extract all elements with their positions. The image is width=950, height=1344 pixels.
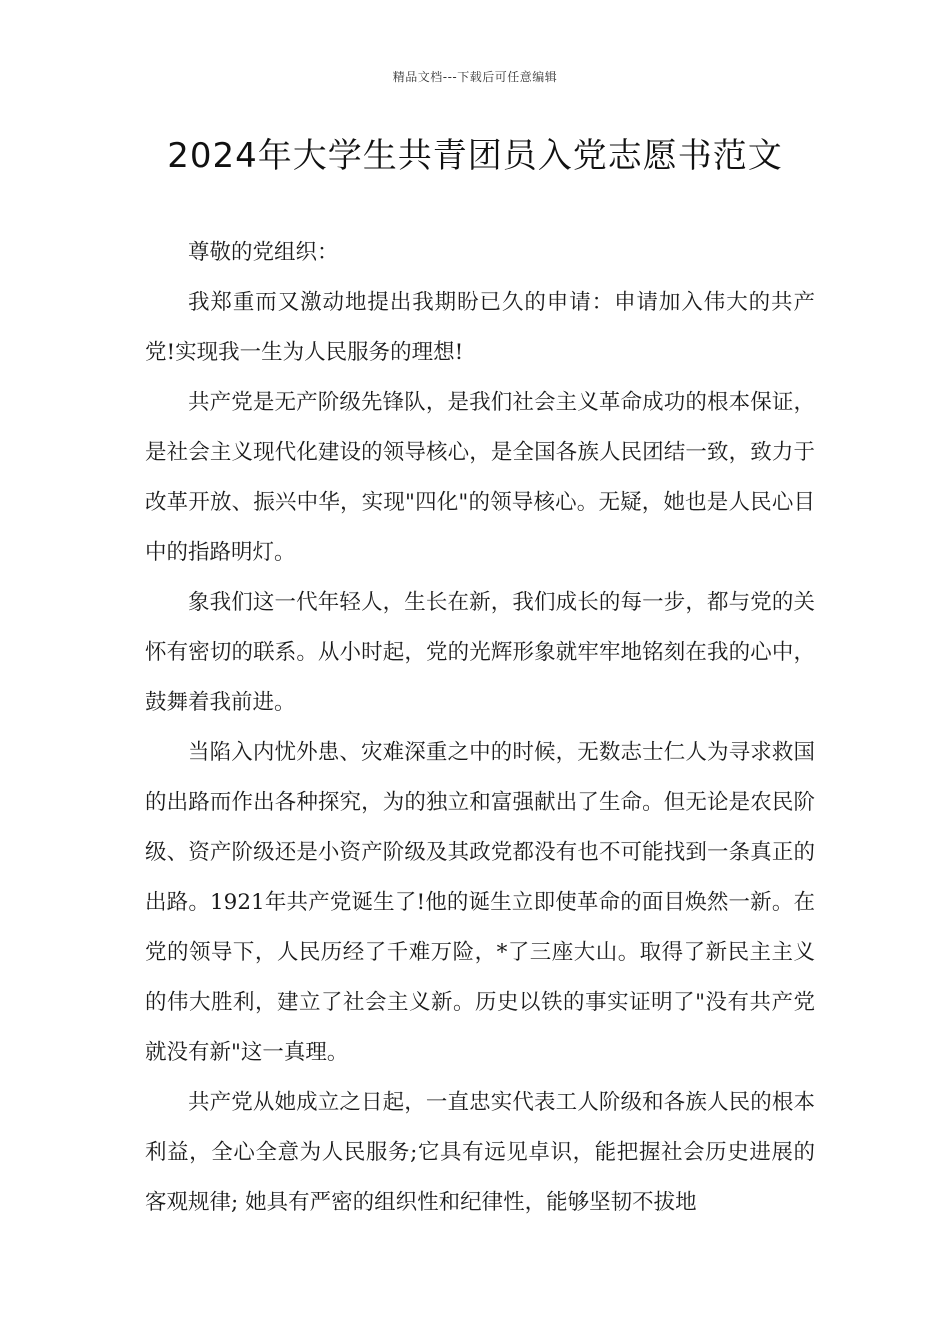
document-title: 2024年大学生共青团员入党志愿书范文 [167, 136, 783, 176]
salutation: 尊敬的党组织： [188, 240, 339, 265]
header-note: 精品文档---下载后可任意编辑 [392, 70, 558, 84]
paragraph-5: 共产党从她成立之日起，一直忠实代表工人阶级和各族人民的根本利益，全心全意为人民服务;它具有远见卓识，能把握社会历史进展的客观规律; 她具有严密的组织性和纪律性，能够坚韧不拔地 [145, 1090, 815, 1215]
paragraph-1: 我郑重而又激动地提出我期盼已久的申请：申请加入伟大的共产党!实现我一生为人民服务的理想! [145, 290, 815, 365]
document-body [145, 228, 815, 1228]
paragraph-4: 当陷入内忧外患、灾难深重之中的时候，无数志士仁人为寻求救国的出路而作出各种探究，为的独立和富强献出了生命。但无论是农民阶级、资产阶级还是小资产阶级及其政党都没有也不可能找到一条真正的出路。1921年共产党诞生了!他的诞生立即使革命的面目焕然一新。在党的领导下，人民历经了千难万险，*了三座大山。取得了新民主主义的伟大胜利，建立了社会主义新。历史以铁的事实证明了"没有共产党就没有新"这一真理。 [145, 740, 815, 1065]
paragraph-3: 象我们这一代年轻人，生长在新，我们成长的每一步，都与党的关怀有密切的联系。从小时起，党的光辉形象就牢牢地铭刻在我的心中，鼓舞着我前进。 [145, 590, 815, 715]
paragraph-2: 共产党是无产阶级先锋队，是我们社会主义革命成功的根本保证，是社会主义现代化建设的领导核心，是全国各族人民团结一致，致力于改革开放、振兴中华，实现"四化"的领导核心。无疑，她也是人民心目中的指路明灯。 [145, 390, 815, 565]
